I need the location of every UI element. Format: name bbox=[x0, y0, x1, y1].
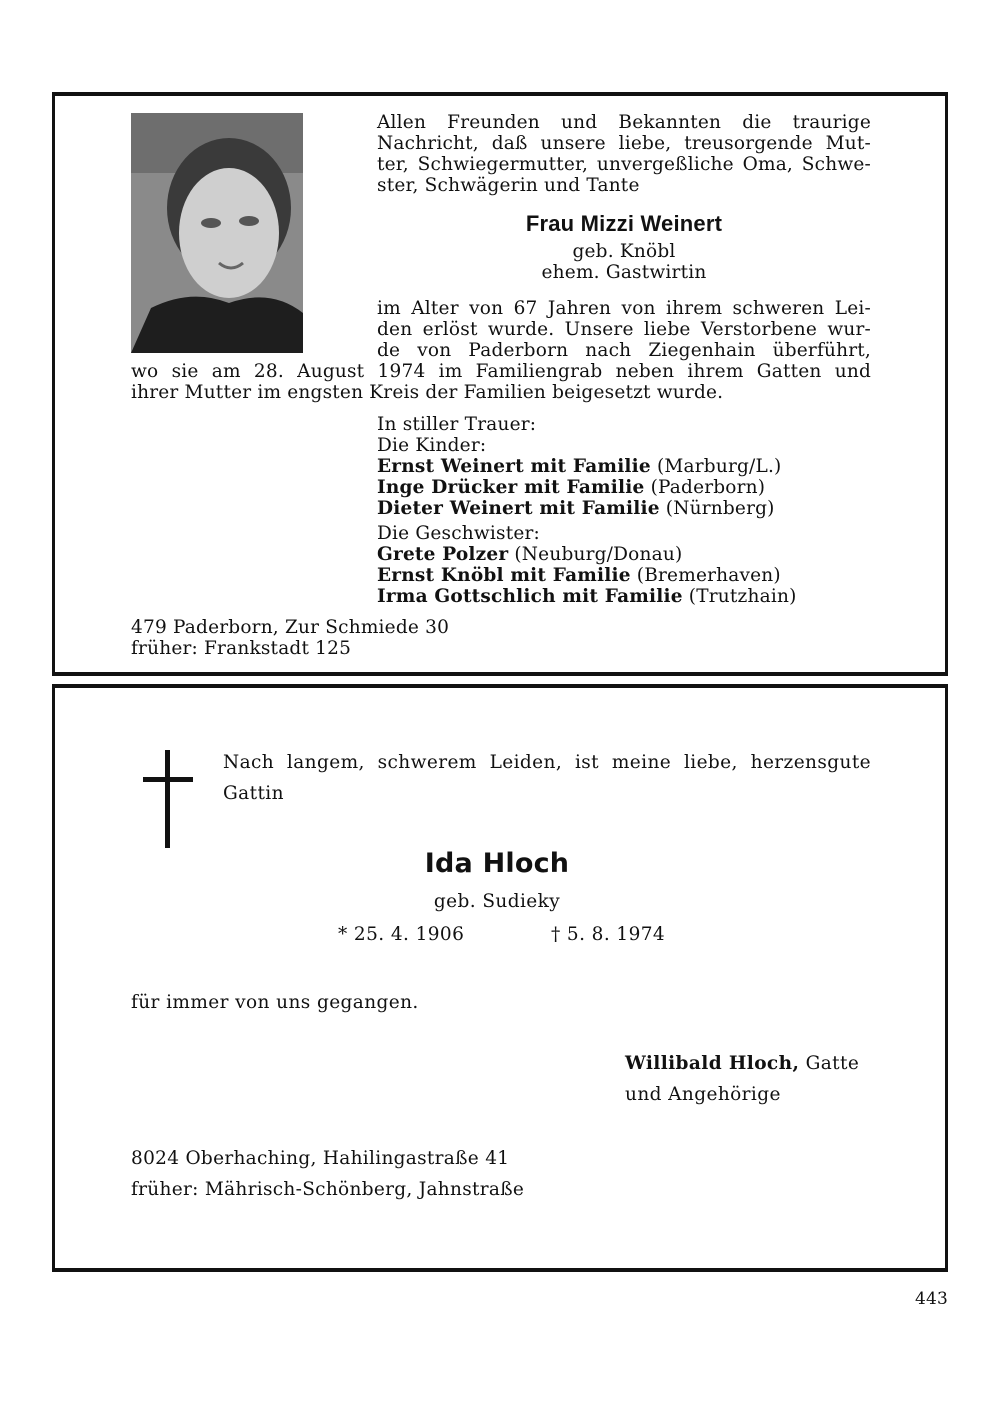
deceased-name: Frau Mizzi Weinert bbox=[525, 211, 723, 236]
child-place: (Paderborn) bbox=[650, 477, 766, 498]
intro2-line-1: Nach langem, schwerem Leiden, ist meine liebe, herzensgute bbox=[223, 752, 871, 773]
birth-name-2: geb. Sudieky bbox=[433, 891, 561, 912]
address: 479 Paderborn, Zur Schmiede 30 bbox=[131, 617, 450, 638]
signer bbox=[625, 1053, 859, 1074]
sibling-place: (Bremerhaven) bbox=[636, 565, 781, 586]
former-address: früher: Frankstadt 125 bbox=[131, 638, 352, 659]
mourning-label: In stiller Trauer: bbox=[377, 414, 537, 435]
child-name: Ernst Weinert mit Familie bbox=[377, 456, 651, 477]
child-place: (Marburg/L.) bbox=[656, 456, 782, 477]
closing-line: für immer von uns gegangen. bbox=[131, 992, 419, 1013]
signer-role: Gatte bbox=[805, 1053, 860, 1074]
sibling-entry bbox=[377, 586, 797, 607]
birth-name: geb. Knöbl bbox=[572, 241, 676, 262]
child-entry bbox=[377, 498, 775, 519]
sibling-place: (Trutzhain) bbox=[688, 586, 797, 607]
intro-line-4: ster, Schwägerin und Tante bbox=[377, 175, 640, 196]
sibling-name: Irma Gottschlich mit Familie bbox=[377, 586, 683, 607]
children-label: Die Kinder: bbox=[377, 435, 487, 456]
body-line-4: wo sie am 28. August 1974 im Familiengrab neben ihrem Gatten und bbox=[131, 361, 871, 382]
child-entry bbox=[377, 477, 765, 498]
intro-line-2: Nachricht, daß unsere liebe, treusorgende Mut- bbox=[377, 133, 871, 154]
body-line-1: im Alter von 67 Jahren von ihrem schweren Lei- bbox=[377, 298, 871, 319]
occupation: ehem. Gastwirtin bbox=[541, 262, 707, 283]
sibling-name: Ernst Knöbl mit Familie bbox=[377, 565, 631, 586]
child-name: Dieter Weinert mit Familie bbox=[377, 498, 660, 519]
page-number: 443 bbox=[915, 1289, 949, 1309]
signer-line-2: und Angehörige bbox=[625, 1084, 781, 1105]
signer-name: Willibald Hloch, bbox=[625, 1053, 800, 1074]
sibling-entry bbox=[377, 565, 781, 586]
child-name: Inge Drücker mit Familie bbox=[377, 477, 645, 498]
deceased-name-2: Ida Hloch bbox=[424, 848, 570, 879]
body-line-2: den erlöst wurde. Unsere liebe Verstorbene wur- bbox=[377, 319, 871, 340]
sibling-entry bbox=[377, 544, 682, 565]
birth-date: * 25. 4. 1906 bbox=[338, 924, 465, 945]
cross-icon bbox=[143, 750, 195, 848]
body-line-3: de von Paderborn nach Ziegenhain überführt, bbox=[377, 340, 871, 361]
portrait-photo bbox=[131, 113, 303, 353]
portrait-image bbox=[131, 113, 303, 353]
intro2-line-2: Gattin bbox=[223, 783, 284, 804]
intro-line-3: ter, Schwiegermutter, unvergeßliche Oma, Schwe- bbox=[377, 154, 871, 175]
child-entry bbox=[377, 456, 781, 477]
sibling-place: (Neuburg/Donau) bbox=[514, 544, 683, 565]
child-place: (Nürnberg) bbox=[665, 498, 775, 519]
body-line-5: ihrer Mutter im engsten Kreis der Familien beigesetzt wurde. bbox=[131, 382, 724, 403]
former-address-2: früher: Mährisch-Schönberg, Jahnstraße bbox=[131, 1179, 525, 1200]
siblings-label: Die Geschwister: bbox=[377, 523, 540, 544]
sibling-name: Grete Polzer bbox=[377, 544, 509, 565]
intro-line-1: Allen Freunden und Bekannten die traurige bbox=[377, 112, 871, 133]
death-date: † 5. 8. 1974 bbox=[551, 924, 666, 945]
address-2: 8024 Oberhaching, Hahilingastraße 41 bbox=[131, 1148, 510, 1169]
